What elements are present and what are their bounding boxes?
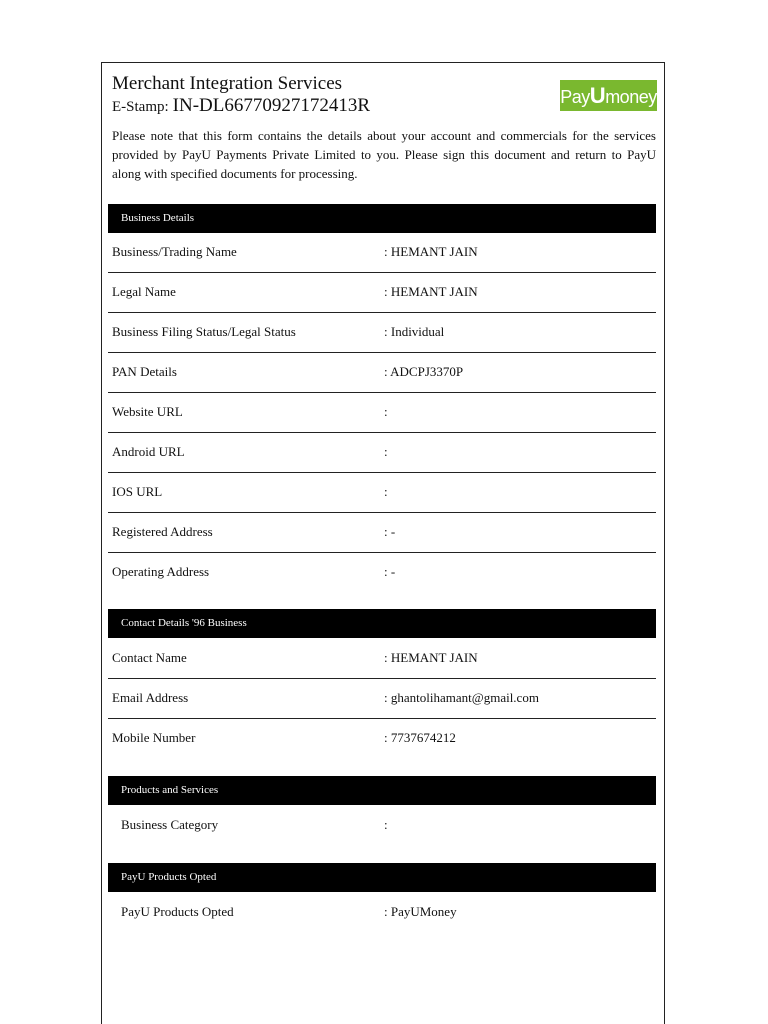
field-value: : 7737674212 xyxy=(384,730,456,745)
logo-text-money: money xyxy=(605,87,657,107)
table-row xyxy=(108,893,656,933)
document-title: Merchant Integration Services xyxy=(112,73,343,94)
field-label: IOS URL xyxy=(112,484,163,499)
field-label: Website URL xyxy=(112,404,183,419)
table-row xyxy=(108,513,656,553)
table-row xyxy=(108,433,656,473)
document-page xyxy=(101,62,665,1024)
field-value: : - xyxy=(384,524,396,539)
table-row xyxy=(108,719,656,759)
field-label: PayU Products Opted xyxy=(121,904,234,919)
field-value: : - xyxy=(384,564,396,579)
payumoney-logo xyxy=(560,80,657,111)
section-business-details: Business Details xyxy=(108,204,656,233)
estamp-line xyxy=(112,95,370,118)
table-row xyxy=(108,353,656,393)
intro-paragraph: Please note that this form contains the details about your account and commercials for the services provided by PayU Payments Private Limited to you. Please sign this document and return to PayU along with specified documents for processing. xyxy=(112,128,656,181)
table-row xyxy=(108,233,656,273)
field-value: : PayUMoney xyxy=(384,904,457,919)
table-row xyxy=(108,553,656,593)
section-contact-details: Contact Details '96 Business xyxy=(108,609,656,638)
table-row xyxy=(108,473,656,513)
logo-text-pay: Pay xyxy=(560,87,590,107)
estamp-value: IN-DL66770927172413R xyxy=(172,95,371,116)
field-label: Business/Trading Name xyxy=(112,244,237,259)
estamp-label: E-Stamp: xyxy=(112,99,169,115)
section-payu-products: PayU Products Opted xyxy=(108,863,656,892)
field-value: : xyxy=(384,817,388,832)
field-label: Android URL xyxy=(112,444,185,459)
field-value: : ADCPJ3370P xyxy=(384,364,464,379)
table-row xyxy=(108,806,656,846)
field-value: : HEMANT JAIN xyxy=(384,284,478,299)
field-value: : xyxy=(384,484,388,499)
table-row xyxy=(108,639,656,679)
table-row xyxy=(108,393,656,433)
table-row xyxy=(108,313,656,353)
logo-text-u: U xyxy=(589,83,606,108)
field-value: : HEMANT JAIN xyxy=(384,244,478,259)
field-value: : xyxy=(384,404,388,419)
field-label: Business Category xyxy=(121,817,219,832)
field-label: Contact Name xyxy=(112,650,187,665)
field-value: : Individual xyxy=(384,324,445,339)
table-row xyxy=(108,273,656,313)
field-value: : ghantolihamant@gmail.com xyxy=(384,690,539,705)
field-value: : HEMANT JAIN xyxy=(384,650,478,665)
field-value: : xyxy=(384,444,388,459)
field-label: Email Address xyxy=(112,690,189,705)
field-label: Registered Address xyxy=(112,524,213,539)
section-products-services: Products and Services xyxy=(108,776,656,805)
field-label: Business Filing Status/Legal Status xyxy=(112,324,296,339)
field-label: Legal Name xyxy=(112,284,176,299)
field-label: Mobile Number xyxy=(112,730,196,745)
table-row xyxy=(108,679,656,719)
field-label: Operating Address xyxy=(112,564,210,579)
field-label: PAN Details xyxy=(112,364,177,379)
